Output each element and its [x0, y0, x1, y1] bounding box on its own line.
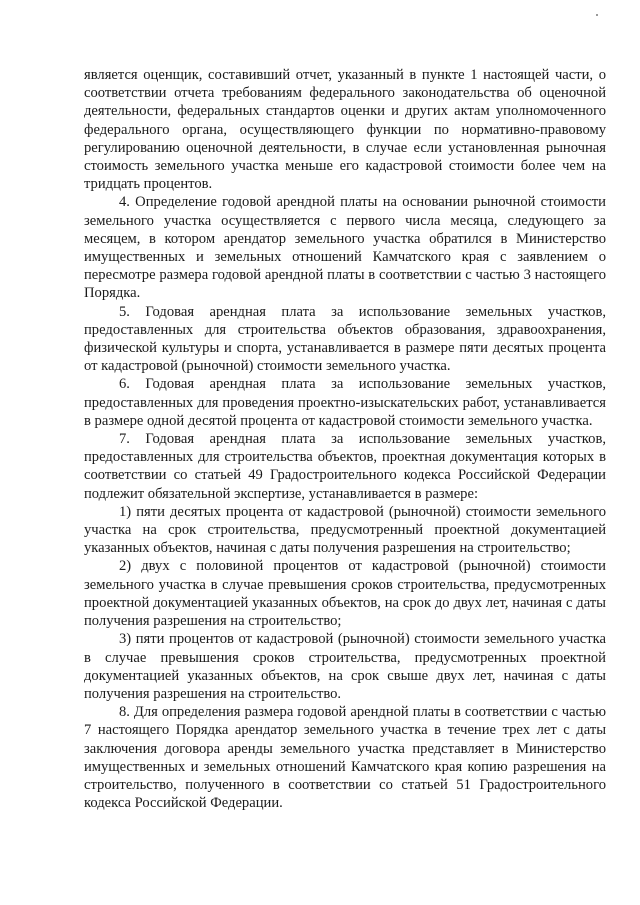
paragraph-continuation: является оценщик, составивший отчет, указанный в пункте 1 настоящей части, о соответствии отчета требованиям федерального законодательства об оценочной деятельности, федеральных стандартов оценки и других актам уполномоченного федерального органа, осуществляющего функции по нормативно-правовому регулированию оценочной деятельности, в случае если установленная рыночная стоимость земельного участка меньше его кадастровой стоимости более чем на тридцать процентов. [84, 67, 606, 193]
document-page [84, 66, 606, 812]
paragraph-clause-7: 7. Годовая арендная плата за использование земельных участков, предоставленных для строительства объектов, проектная документация которых в соответствии со статьей 49 Градостроительного кодекса Российской Федерации подлежит обязательной экспертизе, устанавливается в размере: [84, 431, 606, 502]
paragraph-clause-7-item-3: 3) пяти процентов от кадастровой (рыночной) стоимости земельного участка в случае превышения сроков строительства, предусмотренных проектной документацией указанных объектов, на срок свыше двух лет, начиная с даты получения разрешения на строительство. [84, 631, 606, 702]
paragraph-clause-7-item-2: 2) двух с половиной процентов от кадастровой (рыночной) стоимости земельного участка в случае превышения сроков строительства, предусмотренных проектной документацией указанных объектов, на срок до двух лет, начиная с даты получения разрешения на строительство; [84, 558, 606, 630]
paragraph-clause-5: 5. Годовая арендная плата за использование земельных участков, предоставленных для строительства объектов образования, здравоохранения, физической культуры и спорта, устанавливается в размере пяти десятых процента от кадастровой (рыночной) стоимости земельного участка. [84, 303, 606, 375]
paragraph-clause-6: 6. Годовая арендная плата за использование земельных участков, предоставленных для проведения проектно-изыскательских работ, устанавливается в размере одной десятой процента от кадастровой стоимости земельного участка. [84, 376, 606, 429]
paragraph-clause-7-item-1: 1) пяти десятых процента от кадастровой (рыночной) стоимости земельного участка на срок строительства, предусмотренный проектной документацией указанных объектов, начиная с даты получения разрешения на строительство; [84, 503, 606, 557]
paragraph-clause-4: 4. Определение годовой арендной платы на основании рыночной стоимости земельного участка осуществляется с первого числа месяца, следующего за месяцем, в котором арендатор земельного участка обратился в Министерство имущественных и земельных отношений Камчатского края с заявлением о пересмотре размера годовой арендной платы в соответствии с частью 3 настоящего Порядка. [84, 194, 606, 302]
paragraph-clause-8: 8. Для определения размера годовой арендной платы в соответствии с частью 7 настоящего Порядка арендатор земельного участка в течение трех лет с даты заключения договора аренды земельного участка представляет в Министерство имущественных и земельных отношений Камчатского края копию разрешения на строительство, полученного в соответствии со статьей 51 Градостроительного кодекса Российской Федерации. [84, 704, 606, 812]
scan-mark [596, 14, 598, 16]
